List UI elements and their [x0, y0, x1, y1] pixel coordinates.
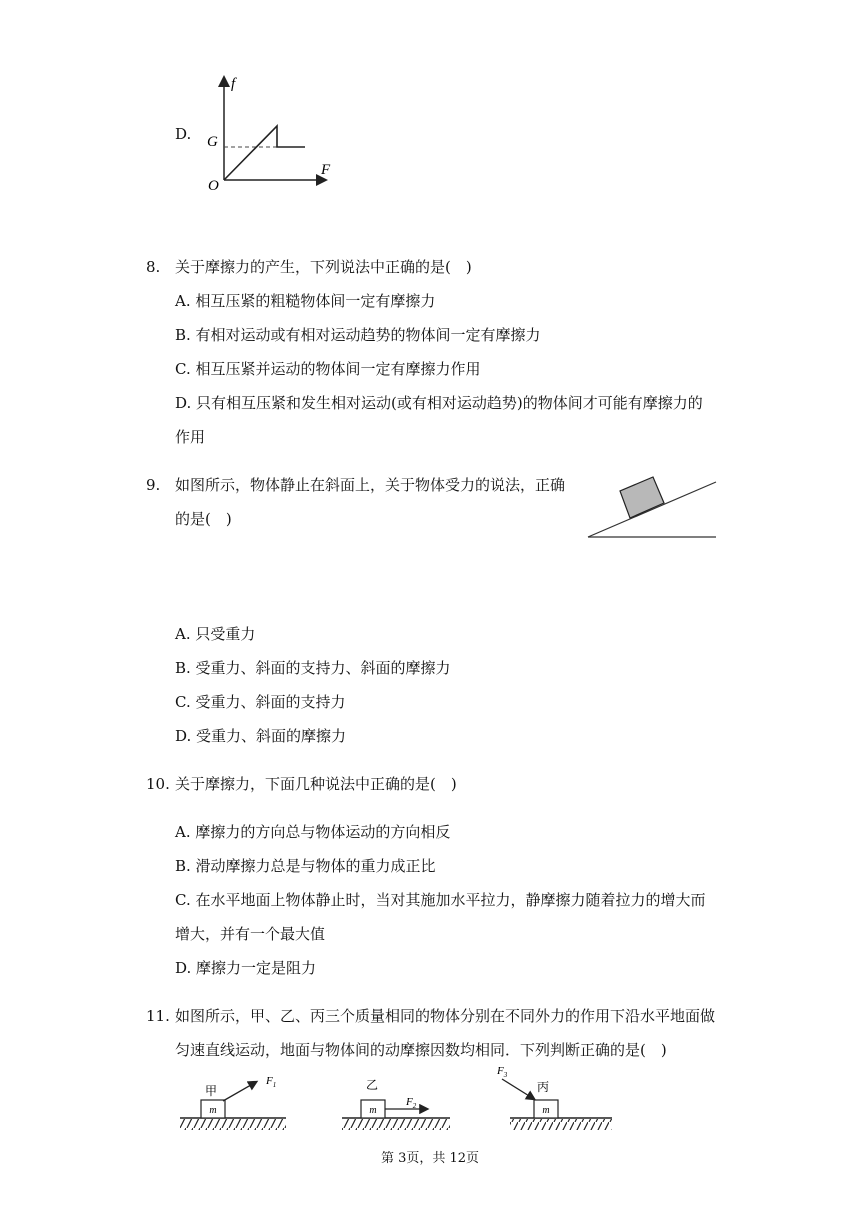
q8-stem: 关于摩擦力的产生，下列说法中正确的是( ) [175, 258, 472, 276]
mass-label: m [542, 1105, 550, 1116]
q11-number: 11. [146, 1007, 170, 1025]
force-label: $F_3$ [497, 1065, 508, 1079]
q9-stem-line2: 的是( ) [175, 510, 232, 528]
object-name-label: 丙 [537, 1080, 550, 1094]
q10-option-c: C. 在水平地面上物体静止时，当对其施加水平拉力，静摩擦力随着拉力的增大而 [175, 891, 706, 909]
q8-option-a: A. 相互压紧的粗糙物体间一定有摩擦力 [175, 292, 436, 310]
q8-option-d-continued: 作用 [175, 428, 206, 446]
force-label: $F_2$ [406, 1096, 417, 1110]
q10-number: 10. [146, 775, 170, 793]
q10-option-a: A. 摩擦力的方向总与物体运动的方向相反 [175, 823, 451, 841]
q11-figure-jia [172, 1068, 292, 1134]
mass-label: m [369, 1105, 377, 1116]
q9-option-c: C. 受重力、斜面的支持力 [175, 693, 346, 711]
object-name-label: 乙 [366, 1078, 379, 1092]
object-name-label: 甲 [205, 1084, 218, 1098]
q8-number: 8. [146, 258, 161, 276]
friction-curve [224, 126, 305, 180]
q11-figure-bing [490, 1062, 615, 1134]
q9-option-b: B. 受重力、斜面的支持力、斜面的摩擦力 [175, 659, 451, 677]
q8-option-c: C. 相互压紧并运动的物体间一定有摩擦力作用 [175, 360, 481, 378]
ground-hatch [510, 1119, 612, 1130]
block-on-incline [620, 477, 664, 518]
q11-figure-yi [336, 1068, 456, 1134]
q10-option-b: B. 滑动摩擦力总是与物体的重力成正比 [175, 857, 436, 875]
q9-incline-figure [585, 463, 720, 543]
q9-stem-line1: 如图所示，物体静止在斜面上，关于物体受力的说法，正确 [175, 476, 566, 494]
page-footer: 第 3页，共 12页 [380, 1151, 480, 1166]
q9-option-a: A. 只受重力 [175, 625, 256, 643]
x-axis-label: F [321, 162, 331, 178]
q7-option-d-letter: D. [175, 125, 192, 143]
g-label: G [207, 134, 218, 150]
q10-option-c-continued: 增大，并有一个最大值 [175, 925, 326, 943]
force-arrow [502, 1079, 534, 1099]
q7-option-d-graph [195, 70, 345, 195]
force-label: $F_1$ [266, 1075, 277, 1089]
q11-stem-line2: 匀速直线运动，地面与物体间的动摩擦因数均相同．下列判断正确的是( ) [175, 1041, 667, 1059]
q11-stem-line1: 如图所示，甲、乙、丙三个质量相同的物体分别在不同外力的作用下沿水平地面做 [175, 1007, 716, 1025]
q9-number: 9. [146, 476, 161, 494]
q8-option-d: D. 只有相互压紧和发生相对运动(或有相对运动趋势)的物体间才可能有摩擦力的 [175, 394, 703, 412]
q9-option-d: D. 受重力、斜面的摩擦力 [175, 727, 347, 745]
force-arrow [223, 1082, 256, 1101]
origin-label: O [208, 178, 219, 194]
y-axis-label: f [231, 76, 236, 92]
q10-option-d: D. 摩擦力一定是阻力 [175, 959, 317, 977]
ground-hatch [342, 1119, 450, 1130]
mass-label: m [209, 1105, 217, 1116]
q8-option-b: B. 有相对运动或有相对运动趋势的物体间一定有摩擦力 [175, 326, 541, 344]
ground-hatch [180, 1119, 286, 1130]
q10-stem: 关于摩擦力，下面几种说法中正确的是( ) [175, 775, 457, 793]
